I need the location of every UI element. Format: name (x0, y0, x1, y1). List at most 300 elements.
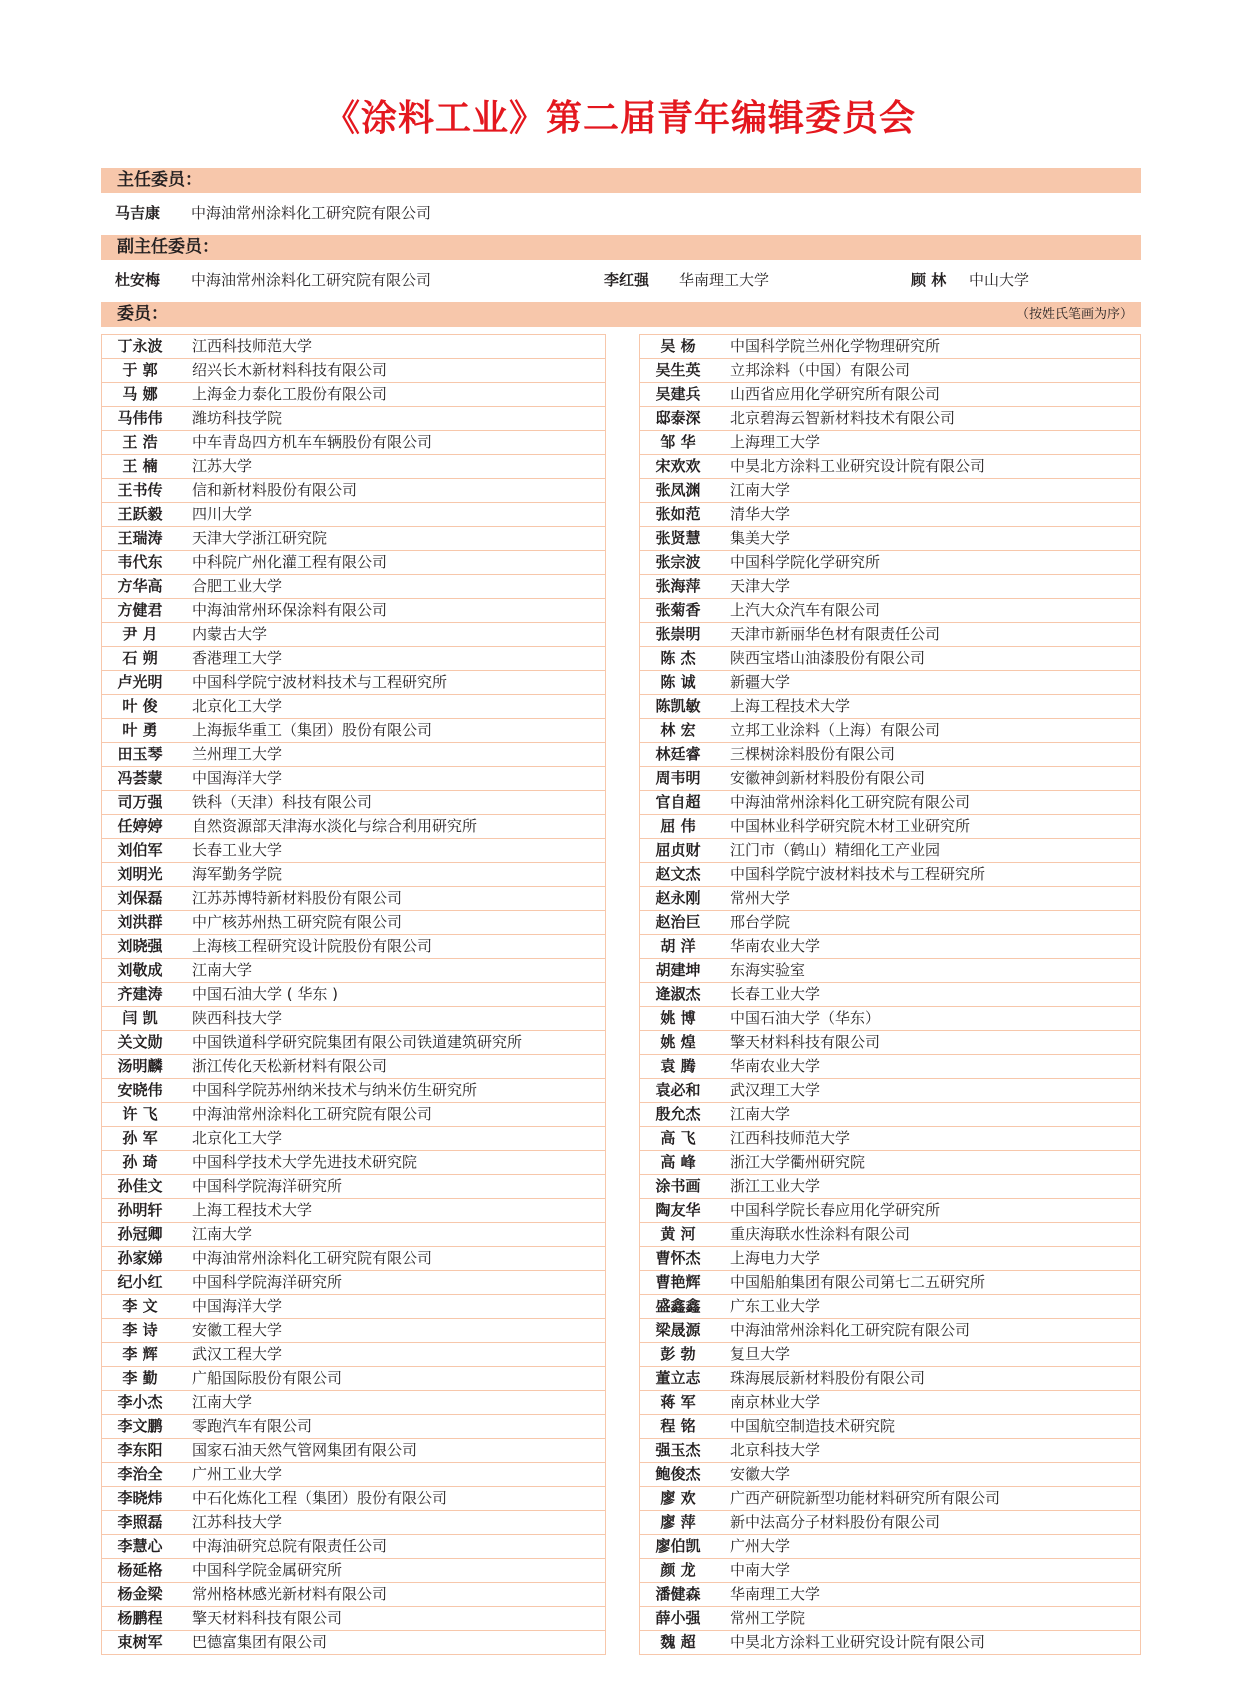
vice-director-name: 杜安梅 (115, 271, 161, 289)
member-name: 卢光明 (117, 673, 163, 691)
member-name: 束树军 (117, 1633, 163, 1651)
member-affiliation: 安徽工程大学 (192, 1321, 283, 1339)
member-affiliation: 中国科学院海洋研究所 (192, 1273, 343, 1291)
member-name: 孙佳文 (117, 1177, 163, 1195)
member-name: 廖 萍 (660, 1513, 696, 1531)
member-row (640, 479, 1140, 503)
member-name: 吴建兵 (655, 385, 701, 403)
member-row (102, 815, 605, 839)
member-name: 尹 月 (122, 625, 158, 643)
member-name: 李治全 (117, 1465, 163, 1483)
member-name: 方健君 (117, 601, 163, 619)
member-affiliation: 中海油研究总院有限责任公司 (192, 1537, 388, 1555)
member-row (640, 1391, 1140, 1415)
member-affiliation: 上海金力泰化工股份有限公司 (192, 385, 388, 403)
member-affiliation: 江南大学 (192, 961, 253, 979)
member-name: 张如范 (655, 505, 701, 523)
member-affiliation: 绍兴长木新材料科技有限公司 (192, 361, 388, 379)
member-row (102, 1415, 605, 1439)
member-row (102, 1391, 605, 1415)
member-row (102, 455, 605, 479)
member-affiliation: 中国海洋大学 (192, 1297, 283, 1315)
member-row (640, 1511, 1140, 1535)
member-affiliation: 天津大学浙江研究院 (192, 529, 328, 547)
member-name: 高 峰 (660, 1153, 696, 1171)
member-name: 王 楠 (122, 457, 158, 475)
member-affiliation: 长春工业大学 (730, 985, 821, 1003)
member-row (102, 1511, 605, 1535)
member-row (640, 383, 1140, 407)
member-name: 董立志 (655, 1369, 701, 1387)
member-affiliation: 江西科技师范大学 (192, 337, 313, 355)
member-name: 李东阳 (117, 1441, 163, 1459)
member-row (102, 1367, 605, 1391)
member-row (640, 503, 1140, 527)
member-affiliation: 陕西宝塔山油漆股份有限公司 (730, 649, 926, 667)
member-row (640, 719, 1140, 743)
member-row (102, 1535, 605, 1559)
member-affiliation: 江苏苏博特新材料股份有限公司 (192, 889, 403, 907)
member-name: 官自超 (655, 793, 701, 811)
members-right-column (639, 334, 1141, 1655)
member-affiliation: 海军勤务学院 (192, 865, 283, 883)
member-row (640, 695, 1140, 719)
member-affiliation: 铁科（天津）科技有限公司 (192, 793, 373, 811)
member-name: 邸泰深 (655, 409, 701, 427)
member-row (102, 767, 605, 791)
member-row (640, 959, 1140, 983)
member-row (640, 1487, 1140, 1511)
member-affiliation: 中海油常州环保涂料有限公司 (192, 601, 388, 619)
member-affiliation: 北京化工大学 (192, 697, 283, 715)
member-name: 陈 杰 (660, 649, 696, 667)
member-name: 田玉琴 (117, 745, 163, 763)
member-name: 齐建涛 (117, 985, 163, 1003)
member-name: 王跃毅 (117, 505, 163, 523)
member-row (640, 1007, 1140, 1031)
member-affiliation: 中国石油大学 ( 华东 ) (192, 985, 339, 1003)
member-row (102, 383, 605, 407)
member-row (102, 887, 605, 911)
member-affiliation: 中国科学院金属研究所 (192, 1561, 343, 1579)
member-row (640, 863, 1140, 887)
member-affiliation: 北京化工大学 (192, 1129, 283, 1147)
member-name: 刘敬成 (117, 961, 163, 979)
member-row (102, 1271, 605, 1295)
member-affiliation: 安徽大学 (730, 1465, 791, 1483)
member-affiliation: 自然资源部天津海水淡化与综合利用研究所 (192, 817, 478, 835)
member-affiliation: 中昊北方涂料工业研究设计院有限公司 (730, 457, 986, 475)
member-affiliation: 国家石油天然气管网集团有限公司 (192, 1441, 418, 1459)
member-name: 屈贞财 (655, 841, 701, 859)
member-name: 张菊香 (655, 601, 701, 619)
member-name: 屈 伟 (660, 817, 696, 835)
director-name: 马吉康 (115, 204, 161, 222)
member-affiliation: 四川大学 (192, 505, 253, 523)
member-row (102, 1031, 605, 1055)
member-row (640, 1367, 1140, 1391)
member-affiliation: 华南农业大学 (730, 937, 821, 955)
member-name: 孙冠卿 (117, 1225, 163, 1243)
member-name: 吴 杨 (660, 337, 696, 355)
member-name: 姚 博 (660, 1009, 696, 1027)
member-name: 刘洪群 (117, 913, 163, 931)
member-name: 杨金梁 (117, 1585, 163, 1603)
member-affiliation: 中国铁道科学研究院集团有限公司铁道建筑研究所 (192, 1033, 523, 1051)
member-row (102, 623, 605, 647)
member-name: 司万强 (117, 793, 163, 811)
vice-director-heading: 副主任委员： (117, 237, 219, 257)
member-row (102, 1343, 605, 1367)
member-name: 于 郭 (122, 361, 158, 379)
member-name: 冯荟蒙 (117, 769, 163, 787)
member-row (640, 1271, 1140, 1295)
vice-director-name: 李红强 (604, 271, 650, 289)
member-row (102, 911, 605, 935)
member-name: 赵永刚 (655, 889, 701, 907)
member-name: 潘健森 (655, 1585, 701, 1603)
member-row (640, 791, 1140, 815)
member-name: 曹艳辉 (655, 1273, 701, 1291)
member-row (102, 1631, 605, 1654)
member-row (102, 431, 605, 455)
member-row (640, 1199, 1140, 1223)
member-name: 陈凯敏 (655, 697, 701, 715)
member-row (640, 815, 1140, 839)
member-name: 任婷婷 (117, 817, 163, 835)
member-affiliation: 江南大学 (730, 1105, 791, 1123)
member-row (102, 1607, 605, 1631)
member-name: 袁 腾 (660, 1057, 696, 1075)
member-affiliation: 天津市新丽华色材有限责任公司 (730, 625, 941, 643)
member-name: 赵治巨 (655, 913, 701, 931)
member-affiliation: 中国林业科学研究院木材工业研究所 (730, 817, 971, 835)
member-affiliation: 浙江传化天松新材料有限公司 (192, 1057, 388, 1075)
member-name: 刘伯军 (117, 841, 163, 859)
member-row (102, 1223, 605, 1247)
director-row (101, 200, 1141, 226)
member-name: 杨延格 (117, 1561, 163, 1579)
member-name: 张崇明 (655, 625, 701, 643)
member-row (102, 1055, 605, 1079)
member-affiliation: 中国科学院化学研究所 (730, 553, 881, 571)
member-row (102, 527, 605, 551)
member-row (102, 575, 605, 599)
member-affiliation: 上海核工程研究设计院股份有限公司 (192, 937, 433, 955)
member-name: 赵文杰 (655, 865, 701, 883)
member-affiliation: 陕西科技大学 (192, 1009, 283, 1027)
member-name: 鲍俊杰 (655, 1465, 701, 1483)
member-name: 王书传 (117, 481, 163, 499)
member-name: 李 辉 (122, 1345, 158, 1363)
member-row (640, 1319, 1140, 1343)
member-affiliation: 清华大学 (730, 505, 791, 523)
member-row (102, 1295, 605, 1319)
member-row (640, 743, 1140, 767)
member-name: 陈 诚 (660, 673, 696, 691)
member-row (102, 695, 605, 719)
member-row (640, 431, 1140, 455)
member-name: 方华高 (117, 577, 163, 595)
member-name: 林廷睿 (655, 745, 701, 763)
member-affiliation: 华南农业大学 (730, 1057, 821, 1075)
member-row (102, 719, 605, 743)
member-affiliation: 江西科技师范大学 (730, 1129, 851, 1147)
member-name: 张贤慧 (655, 529, 701, 547)
member-row (102, 647, 605, 671)
member-row (102, 791, 605, 815)
member-row (640, 983, 1140, 1007)
member-row (102, 1583, 605, 1607)
member-row (640, 671, 1140, 695)
member-affiliation: 珠海展辰新材料股份有限公司 (730, 1369, 926, 1387)
member-affiliation: 新疆大学 (730, 673, 791, 691)
member-name: 盛鑫鑫 (655, 1297, 701, 1315)
member-name: 马伟伟 (117, 409, 163, 427)
member-name: 魏 超 (660, 1633, 696, 1651)
member-affiliation: 江苏科技大学 (192, 1513, 283, 1531)
member-row (640, 887, 1140, 911)
member-affiliation: 南京林业大学 (730, 1393, 821, 1411)
member-name: 李文鹏 (117, 1417, 163, 1435)
member-affiliation: 常州大学 (730, 889, 791, 907)
member-name: 安晓伟 (117, 1081, 163, 1099)
member-affiliation: 华南理工大学 (730, 1585, 821, 1603)
member-row (640, 911, 1140, 935)
member-row (102, 1559, 605, 1583)
member-name: 孙家娣 (117, 1249, 163, 1267)
member-name: 汤明麟 (117, 1057, 163, 1075)
member-name: 李照磊 (117, 1513, 163, 1531)
member-affiliation: 武汉理工大学 (730, 1081, 821, 1099)
member-affiliation: 三棵树涂料股份有限公司 (730, 745, 896, 763)
member-row (640, 647, 1140, 671)
member-row (640, 623, 1140, 647)
member-name: 王瑞涛 (117, 529, 163, 547)
member-affiliation: 中国船舶集团有限公司第七二五研究所 (730, 1273, 986, 1291)
member-name: 杨鹏程 (117, 1609, 163, 1627)
member-affiliation: 浙江工业大学 (730, 1177, 821, 1195)
member-name: 吴生英 (655, 361, 701, 379)
member-row (640, 839, 1140, 863)
vice-director-affiliation: 中海油常州涂料化工研究院有限公司 (191, 271, 432, 289)
member-row (640, 1439, 1140, 1463)
member-affiliation: 上海电力大学 (730, 1249, 821, 1267)
member-row (640, 551, 1140, 575)
member-name: 涂书画 (655, 1177, 701, 1195)
member-affiliation: 中国科学院宁波材料技术与工程研究所 (192, 673, 448, 691)
member-row (640, 1631, 1140, 1654)
member-row (640, 1343, 1140, 1367)
member-affiliation: 上海工程技术大学 (730, 697, 851, 715)
member-name: 陶友华 (655, 1201, 701, 1219)
member-row (102, 335, 605, 359)
member-affiliation: 广州大学 (730, 1537, 791, 1555)
member-row (640, 527, 1140, 551)
member-affiliation: 巴德富集团有限公司 (192, 1633, 328, 1651)
vice-director-row (101, 267, 1141, 293)
member-affiliation: 中海油常州涂料化工研究院有限公司 (192, 1249, 433, 1267)
member-affiliation: 北京碧海云智新材料技术有限公司 (730, 409, 956, 427)
member-name: 宋欢欢 (655, 457, 701, 475)
member-row (102, 839, 605, 863)
member-affiliation: 零跑汽车有限公司 (192, 1417, 313, 1435)
members-heading: 委员： (117, 304, 168, 324)
members-heading-band (101, 302, 1141, 327)
member-affiliation: 擎天材料科技有限公司 (192, 1609, 343, 1627)
vice-director-heading-band (101, 235, 1141, 260)
member-affiliation: 长春工业大学 (192, 841, 283, 859)
member-name: 王 浩 (122, 433, 158, 451)
member-name: 曹怀杰 (655, 1249, 701, 1267)
member-row (102, 551, 605, 575)
member-name: 关文勋 (117, 1033, 163, 1051)
member-name: 彭 勃 (660, 1345, 696, 1363)
member-name: 林 宏 (660, 721, 696, 739)
member-name: 刘保磊 (117, 889, 163, 907)
member-name: 李小杰 (117, 1393, 163, 1411)
member-row (640, 1031, 1140, 1055)
member-affiliation: 中国航空制造技术研究院 (730, 1417, 896, 1435)
member-name: 强玉杰 (655, 1441, 701, 1459)
member-name: 刘晓强 (117, 937, 163, 955)
member-affiliation: 中国科学院苏州纳米技术与纳米仿生研究所 (192, 1081, 478, 1099)
member-affiliation: 香港理工大学 (192, 649, 283, 667)
member-affiliation: 中海油常州涂料化工研究院有限公司 (192, 1105, 433, 1123)
member-affiliation: 中国科学院长春应用化学研究所 (730, 1201, 941, 1219)
member-name: 蒋 军 (660, 1393, 696, 1411)
member-name: 张海萍 (655, 577, 701, 595)
member-row (102, 407, 605, 431)
member-row (102, 1487, 605, 1511)
member-name: 石 朔 (122, 649, 158, 667)
member-row (102, 1247, 605, 1271)
member-name: 李慧心 (117, 1537, 163, 1555)
member-name: 李 文 (122, 1297, 158, 1315)
member-name: 李晓炜 (117, 1489, 163, 1507)
member-row (640, 1223, 1140, 1247)
member-row (640, 1535, 1140, 1559)
member-row (102, 1151, 605, 1175)
member-affiliation: 中车青岛四方机车车辆股份有限公司 (192, 433, 433, 451)
member-row (102, 959, 605, 983)
member-name: 许 飞 (122, 1105, 158, 1123)
member-name: 胡建坤 (655, 961, 701, 979)
member-name: 张宗波 (655, 553, 701, 571)
vice-director-affiliation: 中山大学 (969, 271, 1030, 289)
member-name: 张凤渊 (655, 481, 701, 499)
member-row (640, 359, 1140, 383)
member-affiliation: 常州格林感光新材料有限公司 (192, 1585, 388, 1603)
member-affiliation: 中南大学 (730, 1561, 791, 1579)
member-name: 梁晟源 (655, 1321, 701, 1339)
director-heading-band (101, 168, 1141, 193)
member-row (640, 1559, 1140, 1583)
member-name: 黄 河 (660, 1225, 696, 1243)
member-affiliation: 中广核苏州热工研究院有限公司 (192, 913, 403, 931)
member-row (640, 1055, 1140, 1079)
page-title: 《涂料工业》第二届青年编辑委员会 (323, 98, 916, 139)
member-affiliation: 广船国际股份有限公司 (192, 1369, 343, 1387)
member-affiliation: 擎天材料科技有限公司 (730, 1033, 881, 1051)
member-affiliation: 合肥工业大学 (192, 577, 283, 595)
member-affiliation: 中科院广州化灌工程有限公司 (192, 553, 388, 571)
member-row (102, 1199, 605, 1223)
member-affiliation: 兰州理工大学 (192, 745, 283, 763)
member-row (640, 767, 1140, 791)
member-row (102, 1319, 605, 1343)
member-row (102, 983, 605, 1007)
member-row (640, 335, 1140, 359)
member-name: 姚 煌 (660, 1033, 696, 1051)
member-affiliation: 邢台学院 (730, 913, 791, 931)
member-row (102, 359, 605, 383)
member-affiliation: 上海理工大学 (730, 433, 821, 451)
member-name: 闫 凯 (122, 1009, 158, 1027)
member-affiliation: 潍坊科技学院 (192, 409, 283, 427)
member-name: 孙 军 (122, 1129, 158, 1147)
member-affiliation: 江南大学 (192, 1225, 253, 1243)
member-row (102, 743, 605, 767)
member-affiliation: 安徽神剑新材料股份有限公司 (730, 769, 926, 787)
member-name: 逄淑杰 (655, 985, 701, 1003)
member-affiliation: 中国海洋大学 (192, 769, 283, 787)
vice-director-name: 顾 林 (911, 271, 947, 289)
member-row (640, 1415, 1140, 1439)
member-name: 程 铭 (660, 1417, 696, 1435)
member-affiliation: 中国科学技术大学先进技术研究院 (192, 1153, 418, 1171)
member-affiliation: 重庆海联水性涂料有限公司 (730, 1225, 911, 1243)
member-affiliation: 上汽大众汽车有限公司 (730, 601, 881, 619)
member-name: 李 诗 (122, 1321, 158, 1339)
member-row (640, 1295, 1140, 1319)
member-affiliation: 集美大学 (730, 529, 791, 547)
member-row (640, 1079, 1140, 1103)
member-name: 袁必和 (655, 1081, 701, 1099)
director-affiliation: 中海油常州涂料化工研究院有限公司 (191, 204, 432, 222)
member-row (102, 1175, 605, 1199)
member-row (640, 1583, 1140, 1607)
member-row (102, 671, 605, 695)
member-row (640, 575, 1140, 599)
member-name: 刘明光 (117, 865, 163, 883)
member-affiliation: 上海振华重工（集团）股份有限公司 (192, 721, 433, 739)
vice-director-affiliation: 华南理工大学 (679, 271, 770, 289)
member-name: 韦代东 (117, 553, 163, 571)
member-row (102, 935, 605, 959)
member-affiliation: 广州工业大学 (192, 1465, 283, 1483)
member-name: 周韦明 (655, 769, 701, 787)
member-affiliation: 江南大学 (192, 1393, 253, 1411)
member-row (102, 1103, 605, 1127)
member-row (640, 1175, 1140, 1199)
member-name: 叶 俊 (122, 697, 158, 715)
member-affiliation: 中国科学院宁波材料技术与工程研究所 (730, 865, 986, 883)
member-affiliation: 江门市（鹤山）精细化工产业园 (730, 841, 941, 859)
member-row (102, 1079, 605, 1103)
member-row (640, 935, 1140, 959)
member-name: 薛小强 (655, 1609, 701, 1627)
member-row (640, 1463, 1140, 1487)
member-name: 孙 琦 (122, 1153, 158, 1171)
member-name: 殷允杰 (655, 1105, 701, 1123)
member-name: 叶 勇 (122, 721, 158, 739)
member-row (102, 503, 605, 527)
member-affiliation: 中海油常州涂料化工研究院有限公司 (730, 1321, 971, 1339)
member-affiliation: 中昊北方涂料工业研究设计院有限公司 (730, 1633, 986, 1651)
member-name: 廖 欢 (660, 1489, 696, 1507)
member-affiliation: 常州工学院 (730, 1609, 806, 1627)
